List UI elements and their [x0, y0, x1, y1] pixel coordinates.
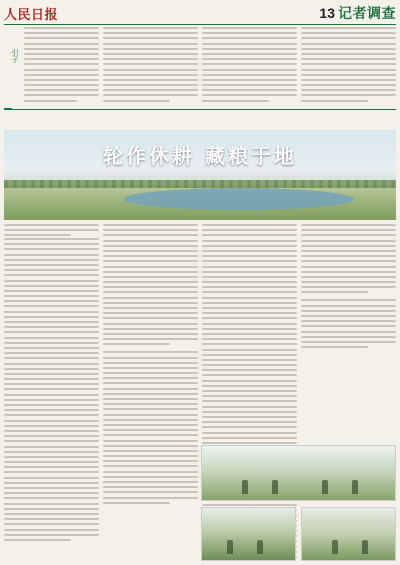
intro-text-lines — [24, 27, 99, 102]
farm-photo-top — [201, 445, 396, 501]
intro-label: 引子 — [11, 49, 19, 63]
banner-rule — [12, 109, 396, 110]
topic-tag — [4, 108, 12, 110]
intro-column-4 — [301, 27, 396, 102]
newspaper-logo: 人民日报 — [4, 7, 59, 23]
article-column-left — [4, 224, 99, 561]
topic-banner — [4, 104, 396, 114]
section-header — [319, 3, 396, 23]
article-text-lines — [4, 238, 99, 541]
intro-column-1 — [4, 27, 99, 102]
article-text-lines — [103, 224, 198, 345]
intro-block — [4, 27, 396, 102]
article-text-lines — [301, 224, 396, 293]
farm-photo-bottom-left — [201, 507, 296, 561]
page-number: 13 — [319, 5, 335, 21]
hero-headline: 轮作休耕 藏粮于地 — [103, 144, 297, 168]
masthead — [4, 3, 396, 23]
intro-column-2 — [103, 27, 198, 102]
article-text-lines — [301, 299, 396, 348]
section-title: 记者调查 — [338, 6, 396, 22]
article-body — [4, 224, 396, 561]
masthead-divider — [4, 24, 396, 25]
farm-photo-bottom-right — [301, 507, 396, 561]
intro-column-3 — [202, 27, 297, 102]
intro-text-lines — [301, 27, 396, 102]
hero-photo — [4, 130, 396, 220]
intro-text-lines — [103, 27, 198, 102]
article-column-mid-left — [103, 224, 198, 561]
article-text-lines — [103, 351, 198, 503]
intro-text-lines — [202, 27, 297, 102]
